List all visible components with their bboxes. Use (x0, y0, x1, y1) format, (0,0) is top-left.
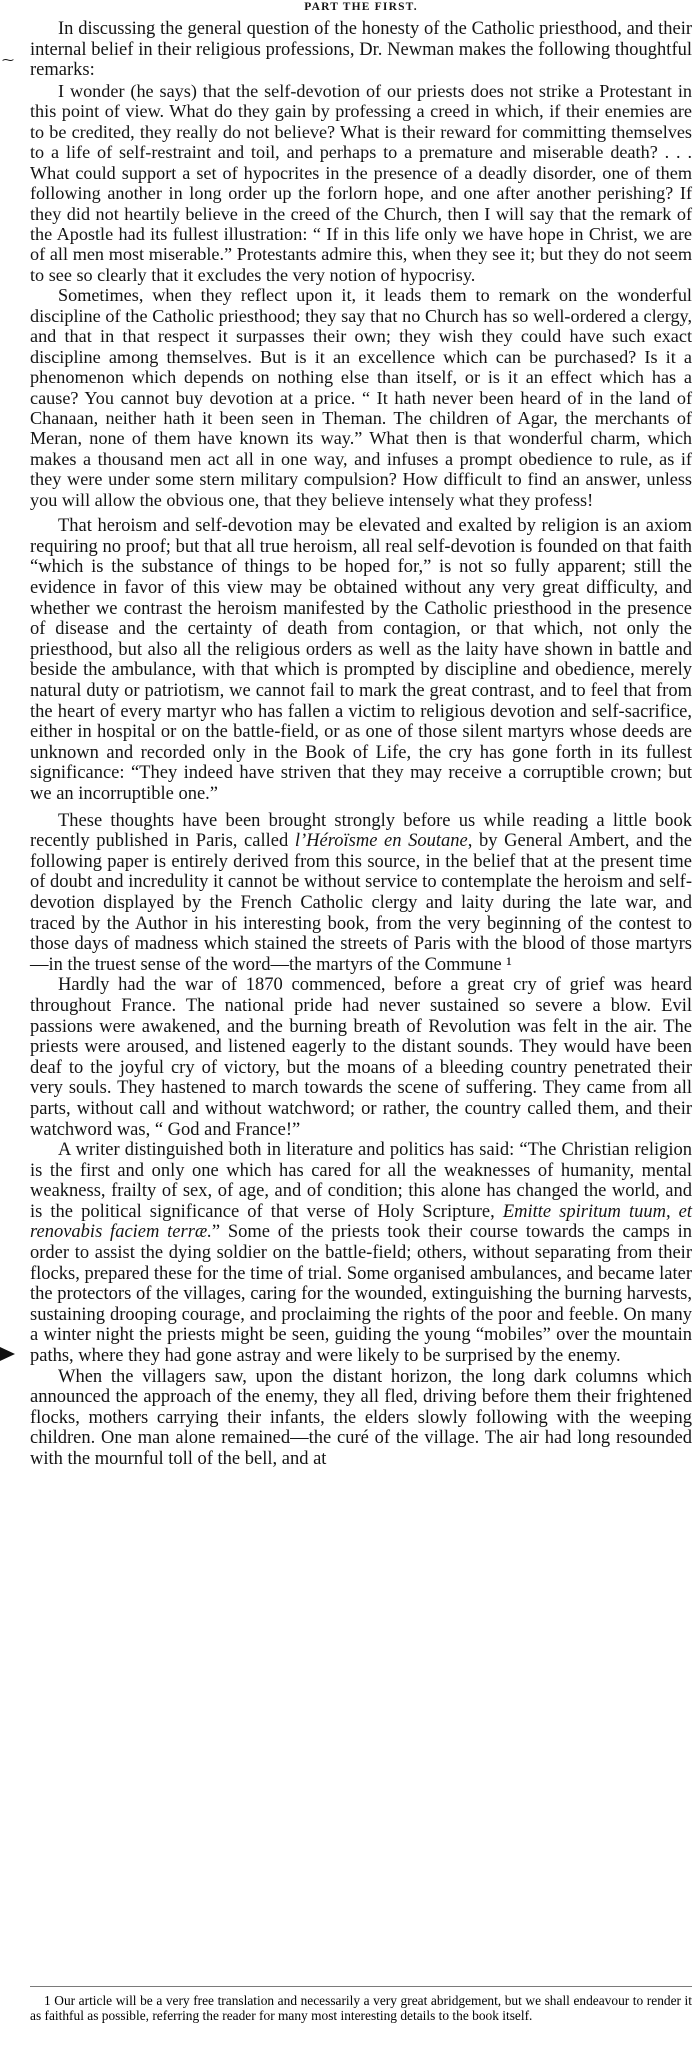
writer-quote-text-before: A writer distinguished both in literature and politics has said: “The Christian religion is the first and only one which has cared for all the weaknesses of humanity, mental weakness, frailty of sex, of age, and of condition; this alone has changed the world, and is the political significance of that verse of Holy Scripture, (30, 1140, 692, 1222)
footnote-text: 1 Our article will be a very free translation and necessarily a very great abridgement, but we shall endeavour to render it as faithful as possible, referring the reader for many most interesting details to the book itself. (30, 1993, 692, 2024)
paragraph-writer-quote (30, 1140, 692, 1367)
paragraph-war-1870: Hardly had the war of 1870 commenced, before a great cry of grief was heard throughout France. The national pride had never sustained so severe a blow. Evil passions were awakened, and the burning breath of Revolution was felt in the air. The priests were aroused, and listened eagerly to the distant sounds. They would have been deaf to the joyful cry of victory, but the moans of a bleeding country penetrated their very souls. They hastened to march towards the scene of suffering. They came from all parts, without call and without watchword; or rather, the country called them, and their watchword was, “ God and France!” (30, 975, 692, 1140)
paragraph-newman-quote-1: I wonder (he says) that the self-devotion of our priests does not strike a Protestant in this point of view. What do they gain by professing a creed in which, if their enemies are to be credited, they really do not believe? What is their reward for committing themselves to a life of self-restraint and toil, and perhaps to a premature and miserable death? . . . What could support a set of hypocrites in the presence of a deadly disorder, one of them following another in long order up the forlorn hope, and one after another perishing? If they did not heartily believe in the creed of the Church, then I will say that the remark of the Apostle had its fullest illustration: “ If in this life only we have hope in Christ, we are of all men most miserable.” Protestants admire this, when they see it; but they do not seem to see so clearly that it excludes the very notion of hypocrisy. (30, 80, 692, 285)
book-intro-text-after: , by General Ambert, and the following paper is entirely derived from this source, in the belief that at the present time of doubt and incredulity it cannot be without service to contemplate the heroism and self-devotion displayed by the French Catholic clergy and laity during the late war, and traced by the Author in his interesting book, from the very beginning of the contest to those days of madness which stained the streets of Paris with the blood of those martyrs—in the truest sense of the word—the martyrs of the Commune ¹ (30, 831, 692, 975)
paragraph-newman-quote-2: Sometimes, when they reflect upon it, it leads them to remark on the wonderful discipline of the Catholic priesthood; they say that no Church has so well-ordered a clergy, and that in that respect it surpasses their own; they wish they could have such exact discipline among themselves. But is it an excellence which can be purchased? Is it a phenomenon which depends on nothing else than itself, or is it an effect which has a cause? You cannot buy devotion at a price. “ It hath never been heard of in the land of Chanaan, neither hath it been seen in Theman. The children of Agar, the merchants of Meran, none of them have known its way.” What then is that wonderful charm, which makes a thousand men act all in one way, and infuses a prompt obedience to rule, as if they were under some stern military compulsion? How difficult to find an answer, unless you will allow the obvious one, that they believe intensely what they profess! (30, 285, 692, 510)
latin-verse: Emitte spiritum tuum, et renovabis faciem terræ. (30, 1201, 693, 1243)
margin-annotation-mark: ⁓ (2, 53, 14, 67)
writer-quote-text-after: ” Some of the priests took their course towards the camps in order to assist the dying soldier on the battle-field; others, without separating from their flocks, prepared these for the time of trial. Some organised ambulances, and became later the protectors of the villages, caring for the wounded, extinguishing the burning harvests, sustaining drooping courage, and proclaiming the rights of the poor and feeble. On many a winter night the priests might be seen, guiding the young “mobiles” over the mountain paths, where they had gone astray and were likely to be surprised by the enemy. (30, 1222, 692, 1367)
book-title: l’Héroïsme en Soutane (294, 831, 468, 852)
paragraph-heroism: That heroism and self-devotion may be elevated and exalted by religion is an axiom requiring no proof; but that all true heroism, all real self-devotion is founded on that faith “which is the substance of things to be hoped for,” is not so fully apparent; still the evidence in favor of this view may be obtained without any very great difficulty, and whether we contrast the heroism manifested by the Catholic priesthood in the presence of disease and the certainty of death from contagion, or that which, not only the priesthood, but also all the religious orders as well as the laity have shown in battle and beside the ambulance, with that which is prompted by discipline and obedience, merely natural duty or patriotism, we cannot fail to mark the great contrast, and to feel that from the heart of every martyr who has fallen a victim to religious devotion and self-sacrifice, either in hospital or on the battle-field, or as one of those silent martyrs whose deeds are unknown and recorded only in the Book of Life, the cry has gone forth in its fullest significance: “They indeed have striven that they may receive a corruptible crown; but we an incorruptible one.” (30, 516, 692, 805)
paragraph-intro: In discussing the general question of the honesty of the Catholic priesthood, and their internal belief in their religious professions, Dr. Newman makes the following thoughtful remarks: (30, 19, 692, 81)
paragraph-villagers: When the villagers saw, upon the distant horizon, the long dark columns which announced the approach of the enemy, they all fled, driving before them their frightened flocks, mothers carrying their infants, the elders slowly following with the weeping children. One man alone remained—the curé of the village. The air had long resounded with the mournful toll of the bell, and at (30, 1366, 692, 1470)
book-intro-text-before: These thoughts have been brought strongly before us while reading a little book recently published in Paris, called (30, 810, 692, 852)
paragraph-book-intro (30, 811, 692, 976)
footnote (30, 1986, 692, 2023)
margin-pointer-arrow-icon (0, 1347, 15, 1361)
running-header: PART THE FIRST. (304, 1, 418, 13)
